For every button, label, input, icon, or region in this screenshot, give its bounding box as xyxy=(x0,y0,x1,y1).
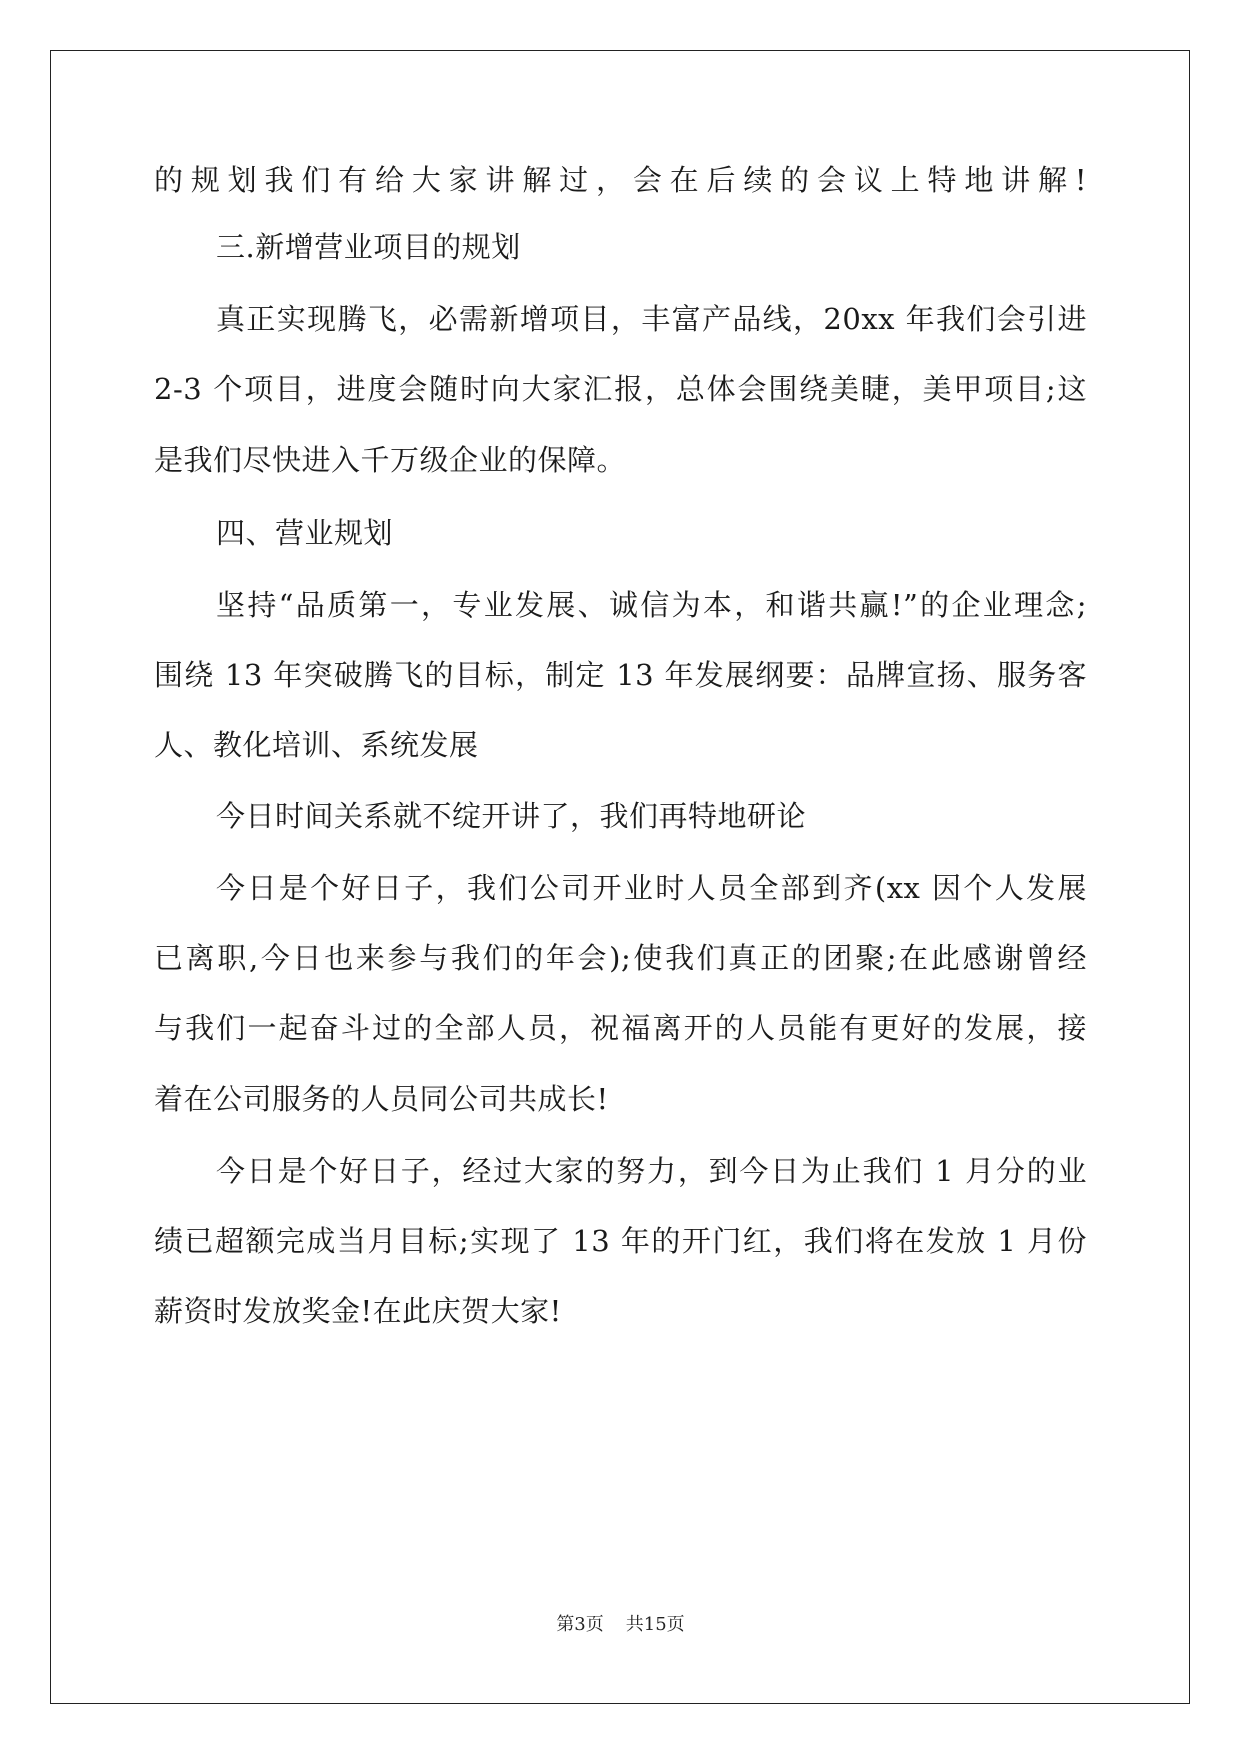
text-line: 的规划我们有给大家讲解过，会在后续的会议上特地讲解! xyxy=(154,163,1087,197)
page-footer xyxy=(0,1610,1241,1636)
text-line: 真正实现腾飞，必需新增项目，丰富产品线，20xx 年我们会引进 xyxy=(216,302,1087,336)
page-number: 第3页 xyxy=(556,1614,604,1635)
section-heading: 四、营业规划 xyxy=(216,516,394,550)
section-heading: 三.新增营业项目的规划 xyxy=(216,230,521,264)
text-line: 今日时间关系就不绽开讲了，我们再特地研论 xyxy=(216,799,807,833)
text-line: 围绕 13 年突破腾飞的目标，制定 13 年发展纲要：品牌宣扬、服务客 xyxy=(154,658,1087,692)
text-line: 是我们尽快进入千万级企业的保障。 xyxy=(154,443,627,477)
text-line: 今日是个好日子，我们公司开业时人员全部到齐(xx 因个人发展 xyxy=(216,871,1087,905)
text-line: 已离职,今日也来参与我们的年会);使我们真正的团聚;在此感谢曾经 xyxy=(154,941,1087,975)
text-line: 坚持“品质第一，专业发展、诚信为本，和谐共赢!”的企业理念; xyxy=(216,588,1087,622)
text-line: 着在公司服务的人员同公司共成长! xyxy=(154,1082,609,1116)
text-line: 2-3 个项目，进度会随时向大家汇报，总体会围绕美睫，美甲项目;这 xyxy=(154,372,1087,406)
text-line: 人、教化培训、系统发展 xyxy=(154,728,479,762)
text-line: 绩已超额完成当月目标;实现了 13 年的开门红，我们将在发放 1 月份 xyxy=(154,1224,1087,1258)
text-line: 今日是个好日子，经过大家的努力，到今日为止我们 1 月分的业 xyxy=(216,1154,1087,1188)
page-total: 共15页 xyxy=(625,1614,685,1635)
text-line: 与我们一起奋斗过的全部人员，祝福离开的人员能有更好的发展，接 xyxy=(154,1011,1087,1045)
text-line: 薪资时发放奖金!在此庆贺大家! xyxy=(154,1294,562,1328)
